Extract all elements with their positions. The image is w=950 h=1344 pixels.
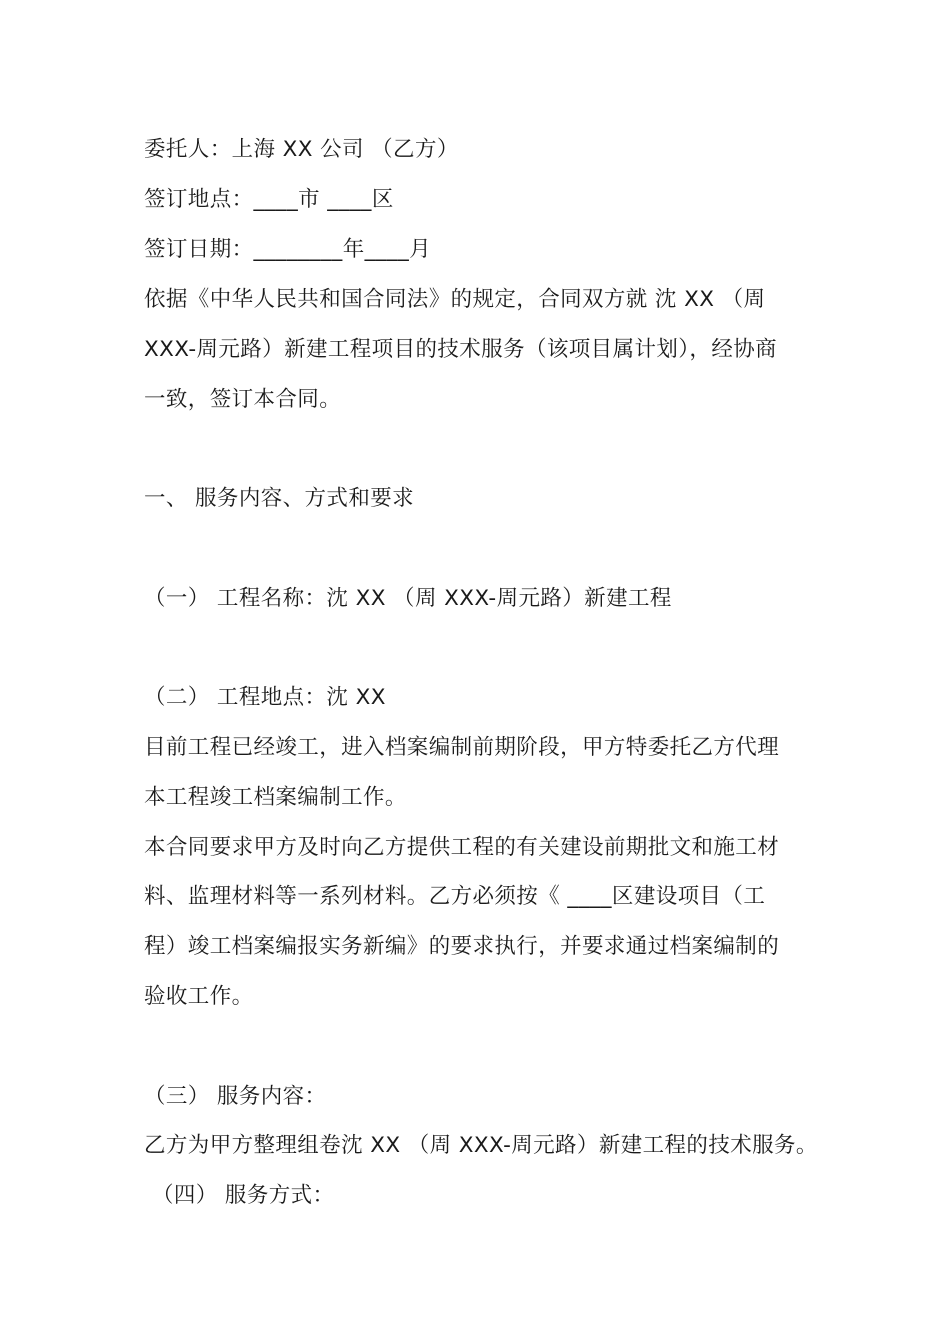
service-content-line: 乙方为甲方整理组卷沈 XX （周 XXX-周元路）新建工程的技术服务。 [144, 1133, 818, 1158]
paragraph-2-line-2: 料、监理材料等一系列材料。乙方必须按《 ____区建设项目（工 [144, 884, 766, 909]
paragraph-2-line-3: 程）竣工档案编报实务新编》的要求执行，并要求通过档案编制的 [144, 934, 780, 959]
preamble-line-2: XXX-周元路）新建工程项目的技术服务（该项目属计划），经协商 [144, 337, 778, 362]
client-line: 委托人：上海 XX 公司 （乙方） [144, 137, 459, 162]
paragraph-2-line-1: 本合同要求甲方及时向乙方提供工程的有关建设前期批文和施工材 [144, 835, 780, 860]
paragraph-2-line-4: 验收工作。 [144, 984, 254, 1009]
service-method-heading: （四） 服务方式： [152, 1183, 335, 1208]
signing-date-line: 签订日期：________年____月 [144, 237, 432, 262]
project-name-line: （一） 工程名称：沈 XX （周 XXX-周元路）新建工程 [144, 586, 672, 611]
paragraph-1-line-1: 目前工程已经竣工，进入档案编制前期阶段，甲方特委托乙方代理 [144, 735, 780, 760]
preamble-line-3: 一致，签订本合同。 [144, 387, 342, 412]
preamble-line-1: 依据《中华人民共和国合同法》的规定，合同双方就 沈 XX （周 [144, 287, 766, 312]
service-content-heading: （三） 服务内容： [144, 1084, 327, 1109]
paragraph-1-line-2: 本工程竣工档案编制工作。 [144, 785, 407, 810]
section-heading-1: 一、 服务内容、方式和要求 [144, 486, 415, 511]
signing-place-line: 签订地点：____市 ____区 [144, 187, 394, 212]
project-location-line: （二） 工程地点：沈 XX [144, 685, 386, 710]
